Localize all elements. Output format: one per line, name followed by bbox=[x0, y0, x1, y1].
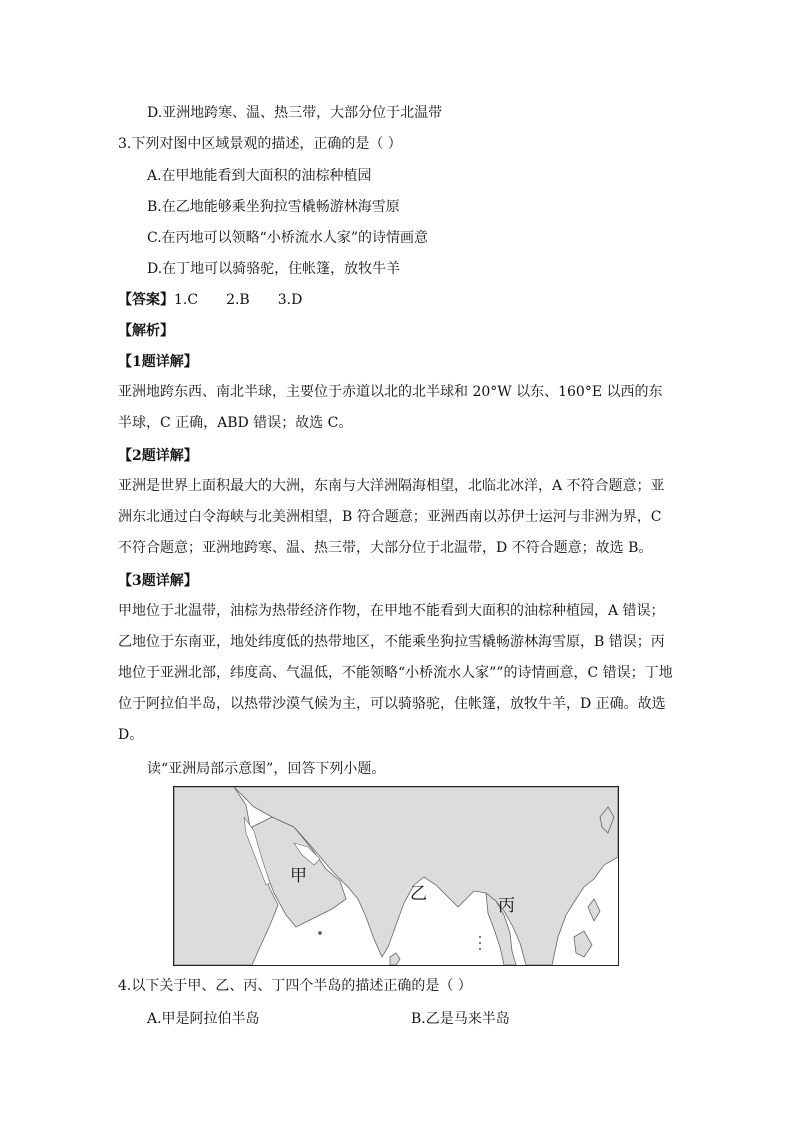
map-intro: 读“亚洲局部示意图”，回答下列小题。 bbox=[147, 761, 386, 777]
land-taiwan bbox=[588, 899, 600, 921]
q4-stem: 4.以下关于甲、乙、丙、丁四个半岛的描述正确的是（ ） bbox=[118, 978, 472, 994]
q2-option-d: D.亚洲地跨寒、温、热三带，大部分位于北温带 bbox=[147, 105, 443, 121]
detail-1-text: 亚洲地跨东西、南北半球，主要位于赤道以北的北半球和 20°W 以东、160°E 以西的东半球，C 正确，ABD 错误；故选 C。 bbox=[118, 384, 663, 431]
detail-2-heading: 【2题详解】 bbox=[118, 448, 198, 464]
answer-item: 3.D bbox=[277, 292, 303, 308]
detail-2-text: 亚洲是世界上面积最大的大洲，东南与大洋洲隔海相望，北临北冰洋，A 不符合题意；亚洲东北通过白令海峡与北美洲相望，B 符合题意；亚洲西南以苏伊士运河与非洲为界，C 不符合题意；亚洲地跨寒、温、热三带，大部分位于北温带，D 不符合题意；故选 B。 bbox=[118, 478, 665, 556]
map-label-yi: 乙 bbox=[410, 884, 427, 904]
answer-line bbox=[118, 290, 302, 310]
q3-option-d: D.在丁地可以骑骆驼，住帐篷，放牧牛羊 bbox=[147, 261, 401, 277]
land-srilanka bbox=[390, 953, 400, 965]
detail-1-heading: 【1题详解】 bbox=[118, 354, 198, 370]
island-dot bbox=[479, 936, 481, 938]
map-drawing bbox=[174, 787, 618, 965]
detail-3-heading: 【3题详解】 bbox=[118, 573, 198, 589]
map-label-bing: 丙 bbox=[498, 896, 515, 916]
detail-3-text: 甲地位于北温带，油棕为热带经济作物，在甲地不能看到大面积的油棕种植园，A 错误；乙地位于东南亚，地处纬度低的热带地区，不能乘坐狗拉雪橇畅游林海雪原，B 错误；丙地位于亚洲北部，纬度高、气温低，不能领略“小桥流水人家””的诗情画意，C 错误；丁地位于阿拉伯半岛，以热带沙漠气候为主，可以骑骆驼，住帐篷，放牧牛羊，D 正确。故选 D。 bbox=[118, 603, 673, 743]
asia-partial-map bbox=[173, 786, 619, 966]
q3-option-b: B.在乙地能够乘坐狗拉雪橇畅游林海雪原 bbox=[147, 199, 400, 215]
island-dot bbox=[318, 931, 322, 935]
answer-label: 【答案】 bbox=[118, 292, 174, 308]
q4-option-a: A.甲是阿拉伯半岛 bbox=[147, 1011, 260, 1027]
q3-option-a: A.在甲地能看到大面积的油棕种植园 bbox=[147, 168, 372, 184]
land-philippines bbox=[574, 931, 592, 957]
map-label-jia: 甲 bbox=[290, 866, 307, 886]
island-dot bbox=[479, 948, 481, 950]
q3-stem: 3.下列对图中区域景观的描述，正确的是（ ） bbox=[118, 136, 402, 152]
q4-option-b: B.乙是马来半岛 bbox=[411, 1011, 510, 1027]
q3-option-c: C.在丙地可以领略“小桥流水人家”的诗情画意 bbox=[147, 230, 428, 246]
answer-item: 2.B bbox=[226, 292, 250, 308]
analysis-heading: 【解析】 bbox=[118, 323, 174, 339]
island-dot bbox=[479, 942, 481, 944]
answer-item: 1.C bbox=[174, 292, 199, 308]
